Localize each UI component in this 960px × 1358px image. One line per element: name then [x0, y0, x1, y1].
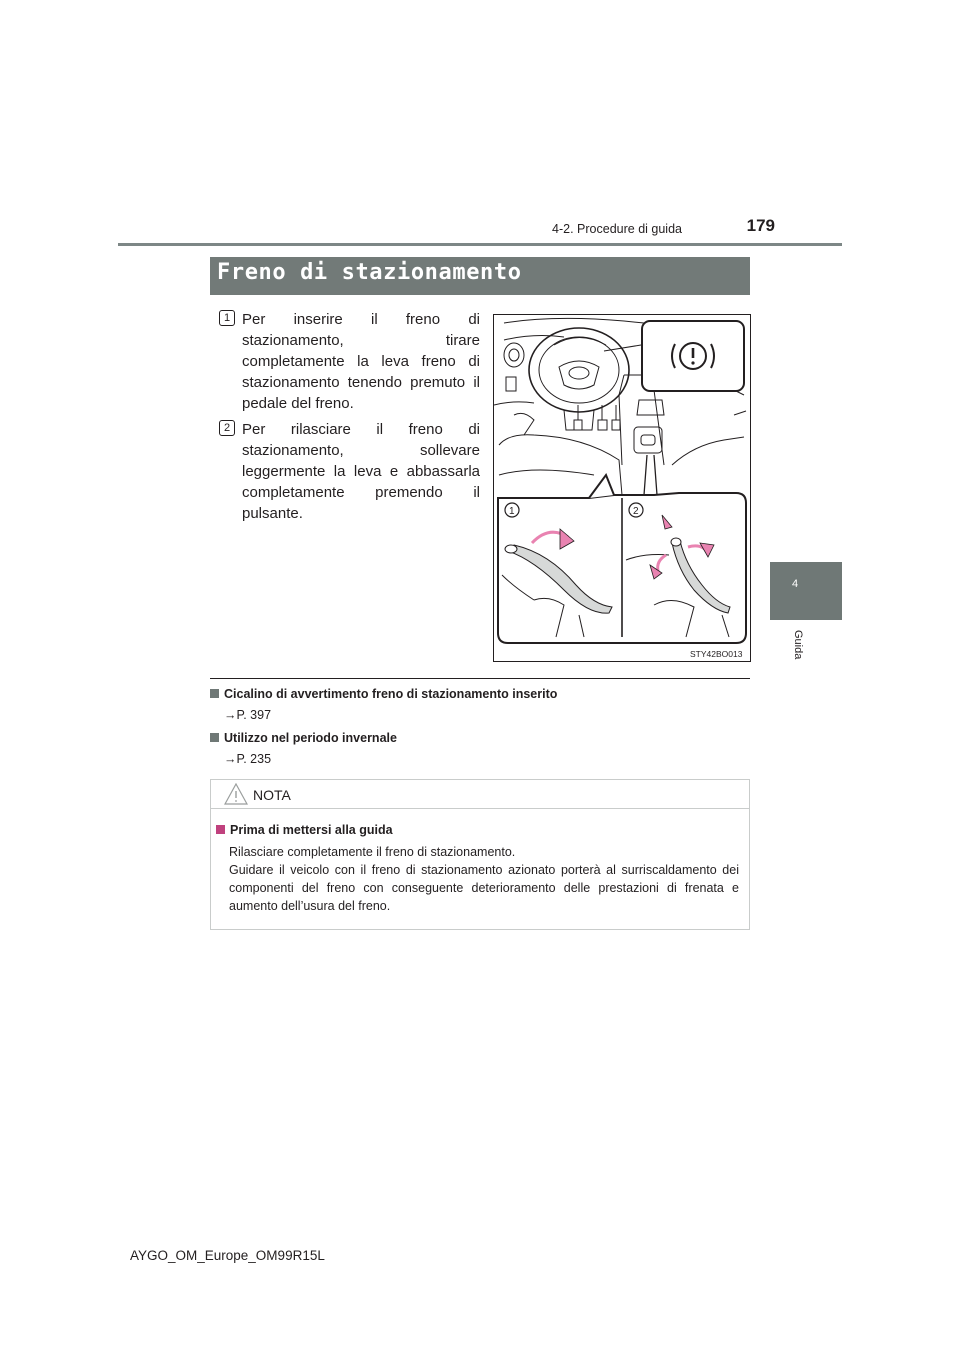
notes-rule — [210, 678, 750, 679]
page-number: 179 — [746, 216, 775, 235]
note-2-heading — [210, 731, 397, 745]
nota-label: NOTA — [253, 787, 291, 803]
document-code: AYGO_OM_Europe_OM99R15L — [130, 1248, 325, 1263]
note-2-heading-text: Utilizzo nel periodo invernale — [224, 731, 397, 745]
step-1-text: Per inserire il freno di stazionamento, tirare completamente la leva freno di stazionamento tenendo premuto il pedale del freno. — [242, 311, 480, 412]
nota-subheading-text: Prima di mettersi alla guida — [230, 823, 393, 837]
nota-subheading — [216, 823, 393, 837]
chapter-tab-number: 4 — [791, 578, 799, 590]
note-1-heading-text: Cicalino di avvertimento freno di stazionamento inserito — [224, 687, 558, 701]
step-1-badge: 1 — [219, 310, 235, 326]
note-2-reference: →P. 235 — [224, 752, 272, 766]
bullet-square-icon — [210, 689, 219, 698]
step-2-text: Per rilasciare il freno di stazionamento, sollevare leggermente la leva e abbassarla completamente premendo il pulsante. — [242, 421, 480, 522]
callout-1-label: 1 — [509, 506, 515, 517]
nota-body — [229, 843, 739, 915]
nota-line-1: Rilasciare completamente il freno di stazionamento. — [229, 845, 516, 859]
nota-divider — [211, 808, 749, 809]
chapter-tab-label: Guida — [792, 630, 804, 660]
note-1-heading — [210, 687, 557, 701]
step-2-badge: 2 — [219, 420, 235, 436]
illustration-code: STY42BO013 — [690, 649, 743, 659]
section-title: Freno di stazionamento — [217, 260, 522, 285]
parking-brake-illustration — [493, 314, 751, 662]
section-reference: 4-2. Procedure di guida — [552, 222, 682, 236]
header-rule — [118, 243, 842, 246]
note-1-reference: →P. 397 — [224, 708, 272, 722]
nota-line-2: Guidare il veicolo con il freno di stazionamento azionato porterà al surriscaldamento dei componenti del freno con conseguente deterioramento delle prestazioni di frenata e aumento dell’usura del freno. — [229, 863, 739, 913]
bullet-square-icon — [216, 825, 225, 834]
bullet-square-icon — [210, 733, 219, 742]
chapter-tab — [770, 562, 842, 620]
callout-2-label: 2 — [633, 506, 639, 517]
illustration-drawing — [494, 315, 750, 661]
warning-triangle-icon — [224, 783, 248, 805]
